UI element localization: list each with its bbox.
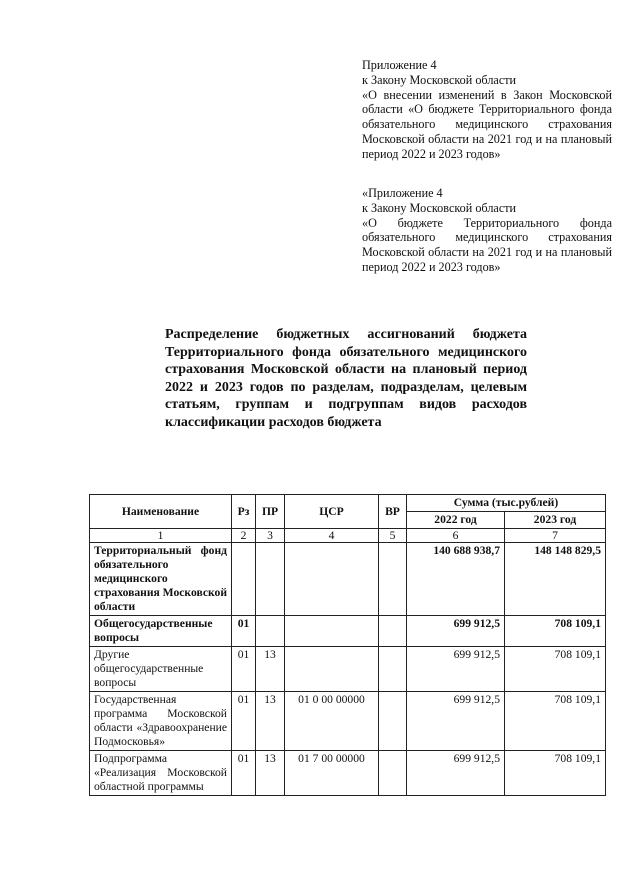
annex-original-header <box>362 186 612 275</box>
row-vr <box>379 616 407 647</box>
document-title: Распределение бюджетных ассигнований бюджета Территориального фонда обязательного медицинского страхования Московской области на плановый период 2022 и 2023 годов по разделам, подразделам, целевым статьям, группам и подгруппам видов расходов классификации расходов бюджета <box>165 327 527 430</box>
row-rz <box>232 543 256 616</box>
row-amount-2022: 699 912,5 <box>407 751 505 796</box>
table-row <box>90 692 606 751</box>
row-amount-2023: 708 109,1 <box>505 692 606 751</box>
table-row <box>90 616 606 647</box>
row-rz: 01 <box>232 692 256 751</box>
annex-original-line-1: «Приложение 4 <box>362 186 443 200</box>
col-number: 6 <box>407 529 505 543</box>
annex-original-line-3: «О бюджете Территориального фонда обязательного медицинского страхования Московской области на 2021 год и на плановый период 2022 и 2023 годов» <box>362 215 612 274</box>
col-number: 5 <box>379 529 407 543</box>
row-amount-2022: 699 912,5 <box>407 692 505 751</box>
row-name: Другие общегосударственные вопросы <box>90 647 232 692</box>
header-2022: 2022 год <box>407 512 505 529</box>
annex-current-line-2: к Закону Московской области <box>362 72 517 87</box>
row-csr: 01 7 00 00000 <box>285 751 379 796</box>
row-amount-2022: 699 912,5 <box>407 616 505 647</box>
header-vr: ВР <box>379 495 407 529</box>
col-number: 3 <box>256 529 285 543</box>
header-sum: Сумма (тыс.рублей) <box>407 495 606 512</box>
row-amount-2023: 708 109,1 <box>505 751 606 796</box>
annex-original-line-2: к Закону Московской области <box>362 200 517 215</box>
row-csr <box>285 616 379 647</box>
row-name: Общегосударственные вопросы <box>90 616 232 647</box>
row-name: Территориальный фонд обязательного медицинского страхования Московской области <box>90 543 232 616</box>
col-number: 2 <box>232 529 256 543</box>
row-csr: 01 0 00 00000 <box>285 692 379 751</box>
row-vr <box>379 647 407 692</box>
row-rz: 01 <box>232 751 256 796</box>
row-csr <box>285 647 379 692</box>
row-pr: 13 <box>256 751 285 796</box>
row-amount-2022: 140 688 938,7 <box>407 543 505 616</box>
row-pr: 13 <box>256 647 285 692</box>
row-vr <box>379 751 407 796</box>
row-pr: 13 <box>256 692 285 751</box>
table-header-row <box>90 495 606 512</box>
annex-current-line-1: Приложение 4 <box>362 58 437 72</box>
row-vr <box>379 692 407 751</box>
table-row <box>90 751 606 796</box>
annex-current-header <box>362 58 612 162</box>
row-amount-2023: 708 109,1 <box>505 647 606 692</box>
row-amount-2022: 699 912,5 <box>407 647 505 692</box>
row-vr <box>379 543 407 616</box>
row-pr <box>256 616 285 647</box>
annex-current-line-3: «О внесении изменений в Закон Московской области «О бюджете Территориального фонда обязательного медицинского страхования Московской области на 2021 год и на плановый период 2022 и 2023 годов» <box>362 87 612 161</box>
col-number: 7 <box>505 529 606 543</box>
header-pr: ПР <box>256 495 285 529</box>
table-row <box>90 647 606 692</box>
header-name: Наименование <box>90 495 232 529</box>
row-amount-2023: 148 148 829,5 <box>505 543 606 616</box>
table-row <box>90 543 606 616</box>
row-rz: 01 <box>232 616 256 647</box>
row-pr <box>256 543 285 616</box>
row-csr <box>285 543 379 616</box>
col-number: 4 <box>285 529 379 543</box>
row-amount-2023: 708 109,1 <box>505 616 606 647</box>
budget-table <box>89 494 606 796</box>
row-name: Подпрограмма «Реализация Московской областной программы <box>90 751 232 796</box>
row-rz: 01 <box>232 647 256 692</box>
header-csr: ЦСР <box>285 495 379 529</box>
row-name: Государственная программа Московской области «Здравоохранение Подмосковья» <box>90 692 232 751</box>
header-rz: Рз <box>232 495 256 529</box>
column-number-row <box>90 529 606 543</box>
col-number: 1 <box>90 529 232 543</box>
header-2023: 2023 год <box>505 512 606 529</box>
